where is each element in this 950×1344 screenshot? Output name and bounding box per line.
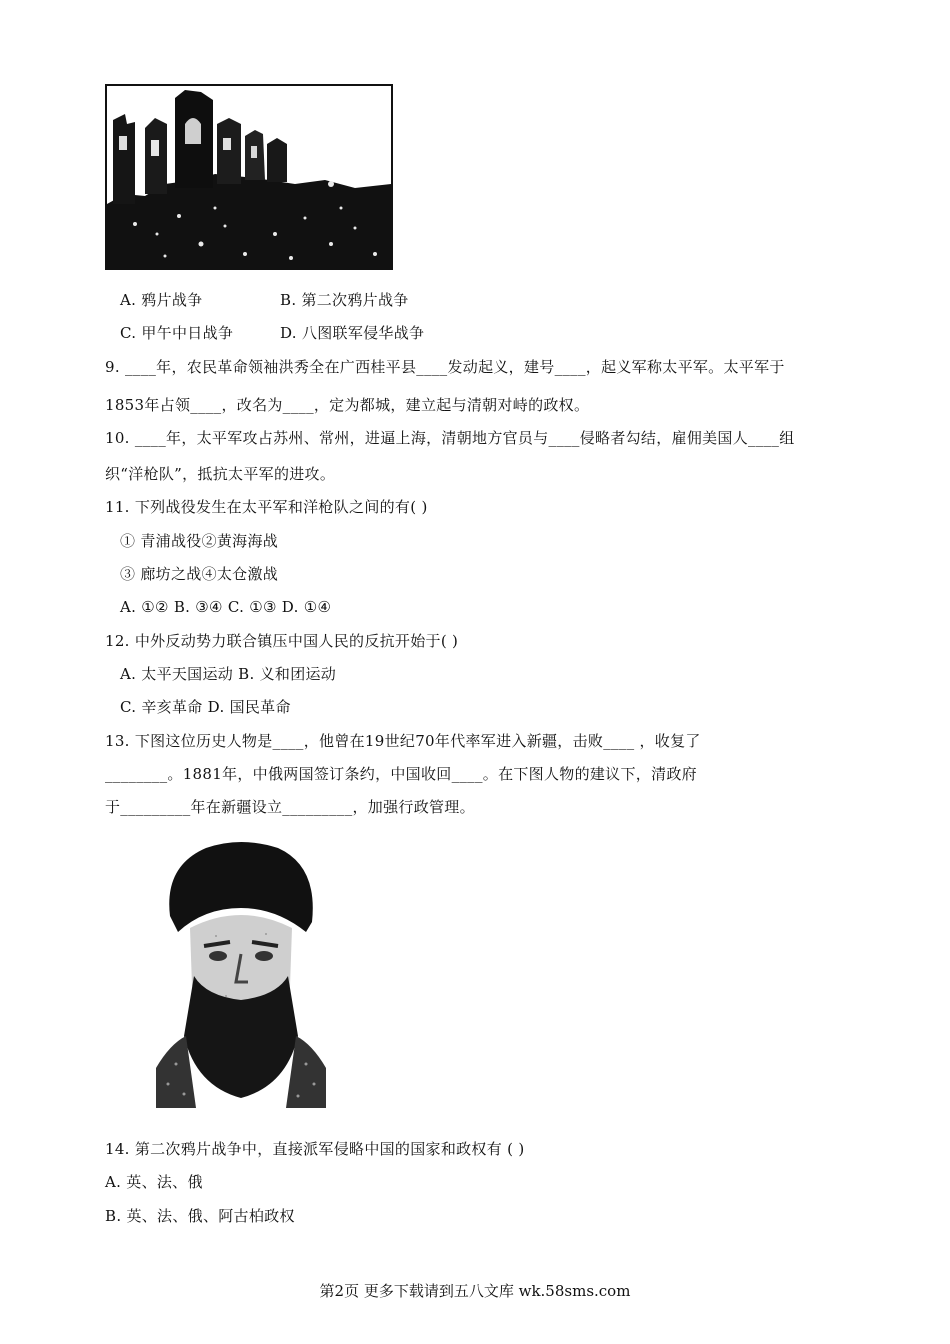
ruins-photo <box>105 84 393 270</box>
q11-stem: 11. 下列战役发生在太平军和洋枪队之间的有( ) <box>105 498 428 516</box>
q9-line2: 1853年占领____，改名为____，定为都城，建立起与清朝对峙的政权。 <box>105 396 590 414</box>
page-footer: 第2页 更多下载请到五八文库 wk.58sms.com <box>319 1282 631 1300</box>
q14-option-a: A. 英、法、俄 <box>105 1173 203 1191</box>
q8-option-b: B. 第二次鸦片战争 <box>280 291 409 309</box>
q8-option-d: D. 八图联军侵华战争 <box>280 324 425 342</box>
q9-line1: 9. ____年，农民革命领袖洪秀全在广西桂平县____发动起义，建号____，起义军称太平军。太平军于 <box>105 358 785 376</box>
q13-line3: 于_________年在新疆设立_________，加强行政管理。 <box>105 798 475 816</box>
q10-line1: 10. ____年，太平军攻占苏州、常州，进逼上海，清朝地方官员与____侵略者勾结，雇佣美国人____组 <box>105 429 795 447</box>
q11-items2: ③ 廊坊之战④太仓激战 <box>120 565 279 583</box>
q8-option-a: A. 鸦片战争 <box>120 291 203 309</box>
q14-stem: 14. 第二次鸦片战争中，直接派军侵略中国的国家和政权有 ( ) <box>105 1140 525 1158</box>
q12-options2: C. 辛亥革命 D. 国民革命 <box>120 698 291 716</box>
q11-options: A. ①② B. ③④ C. ①③ D. ①④ <box>120 598 332 616</box>
q12-stem: 12. 中外反动势力联合镇压中国人民的反抗开始于( ) <box>105 632 459 650</box>
q10-line2: 织“洋枪队”，抵抗太平军的进攻。 <box>105 465 336 483</box>
historical-figure-portrait <box>156 836 326 1108</box>
q12-options1: A. 太平天国运动 B. 义和团运动 <box>120 665 337 683</box>
q13-line1: 13. 下图这位历史人物是____，他曾在19世纪70年代率军进入新疆，击败____ ，收复了 <box>105 732 701 750</box>
q8-option-c: C. 甲午中日战争 <box>120 324 234 342</box>
q13-line2: ________。1881年，中俄两国签订条约，中国收回____。在下图人物的建议下，清政府 <box>105 765 697 783</box>
q11-items1: ① 青浦战役②黄海海战 <box>120 532 279 550</box>
q14-option-b: B. 英、法、俄、阿古柏政权 <box>105 1207 295 1225</box>
